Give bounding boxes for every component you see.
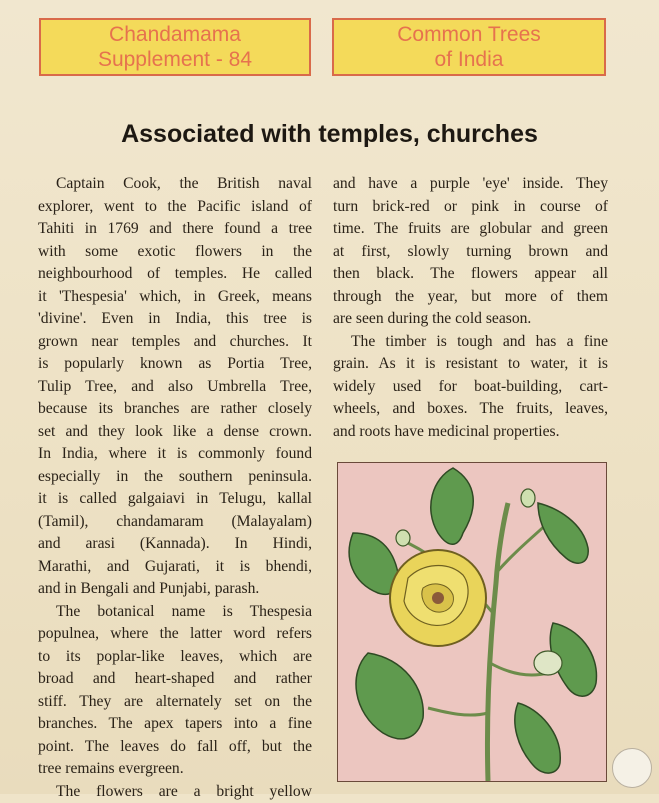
text-line: The botanical name is Thespesia (38, 601, 312, 624)
text-line: and roots have medicinal properties. (333, 421, 608, 444)
text-line: neighbourhood of temples. He called (38, 263, 312, 286)
text-line: Captain Cook, the British naval (38, 173, 312, 196)
text-line: The flowers are a bright yellow (38, 781, 312, 803)
text-line: it is called galgaiavi in Telugu, kallal (38, 488, 312, 511)
text-line: explorer, went to the Pacific island of (38, 196, 312, 219)
text-line: The timber is tough and has a fine (333, 331, 608, 354)
text-line: are seen during the cold season. (333, 308, 608, 331)
text-line: it 'Thespesia' which, in Greek, means (38, 286, 312, 309)
text-line: through the year, but more of them (333, 286, 608, 309)
text-line: at first, slowly turning brown and (333, 241, 608, 264)
text-line: and in Bengali and Punjabi, parash. (38, 578, 312, 601)
text-line: and arasi (Kannada). In Hindi, (38, 533, 312, 556)
text-line: broad and heart-shaped and rather (38, 668, 312, 691)
flower-bloom (390, 550, 486, 646)
text-line: Tahiti in 1769 and there found a tree (38, 218, 312, 241)
text-line: set and they look like a dense crown. (38, 421, 312, 444)
article-column-right (333, 173, 608, 443)
article-title: Associated with temples, churches (0, 120, 659, 149)
text-line: populnea, where the latter word refers (38, 623, 312, 646)
text-line: especially in the southern peninsula. (38, 466, 312, 489)
text-line: widely used for boat-building, cart- (333, 376, 608, 399)
series-title-line2: of India (435, 47, 504, 72)
text-line: point. The leaves do fall off, but the (38, 736, 312, 759)
text-line: with some exotic flowers in the (38, 241, 312, 264)
text-line: Tulip Tree, and also Umbrella Tree, (38, 376, 312, 399)
text-line: 'divine'. Even in India, this tree is (38, 308, 312, 331)
supplement-number: Supplement - 84 (98, 47, 252, 72)
series-title-line1: Common Trees (397, 22, 541, 47)
supplement-header-box (39, 18, 311, 76)
text-line: and have a purple 'eye' inside. They (333, 173, 608, 196)
watermark-logo (612, 748, 652, 788)
text-line: turn brick-red or pink in course of (333, 196, 608, 219)
text-line: to its poplar-like leaves, which are (38, 646, 312, 669)
text-line: is popularly known as Portia Tree, (38, 353, 312, 376)
text-line: (Tamil), chandamaram (Malayalam) (38, 511, 312, 534)
text-line: then black. The flowers appear all (333, 263, 608, 286)
text-line: wheels, and boxes. The fruits, leaves, (333, 398, 608, 421)
text-line: grown near temples and churches. It (38, 331, 312, 354)
article-column-left (38, 173, 312, 803)
text-line: branches. The apex tapers into a fine (38, 713, 312, 736)
supplement-title: Chandamama (109, 22, 241, 47)
text-line: because its branches are rather closely (38, 398, 312, 421)
text-line: tree remains evergreen. (38, 758, 312, 781)
text-line: Marathi, and Gujarati, it is bhendi, (38, 556, 312, 579)
tree-illustration (337, 462, 607, 782)
text-line: time. The fruits are globular and green (333, 218, 608, 241)
flower-branch-drawing (338, 463, 606, 781)
text-line: grain. As it is resistant to water, it is (333, 353, 608, 376)
text-line: stiff. They are alternately set on the (38, 691, 312, 714)
series-header-box (332, 18, 606, 76)
text-line: In India, where it is commonly found (38, 443, 312, 466)
